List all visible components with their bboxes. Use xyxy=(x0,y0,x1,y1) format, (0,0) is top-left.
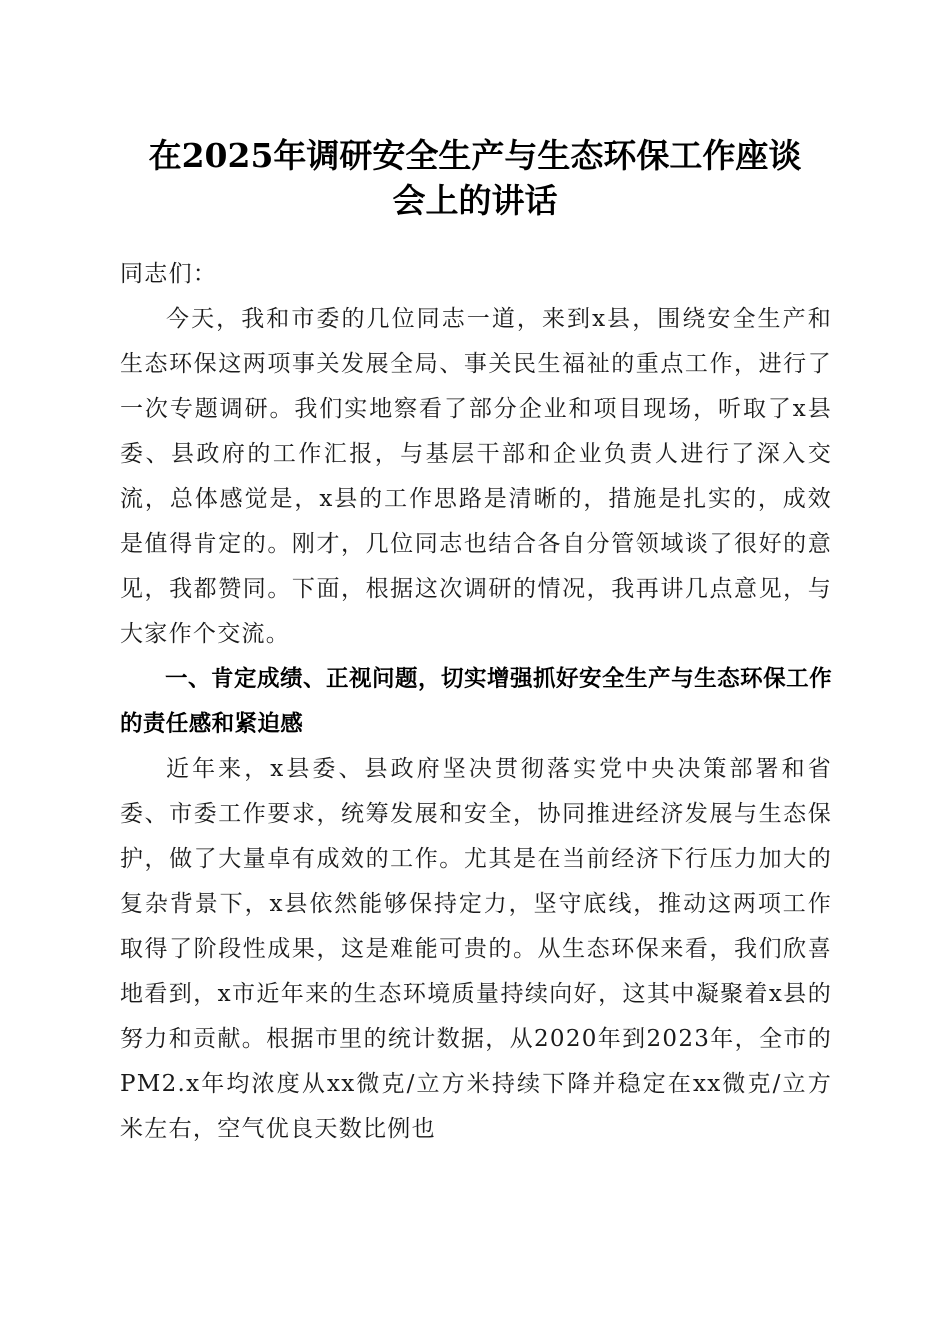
title-line-2: 会上的讲话 xyxy=(392,181,558,220)
document-body xyxy=(120,252,832,1152)
document-title xyxy=(110,133,840,223)
salutation: 同志们： xyxy=(120,261,218,287)
title-line-1: 在2025年调研安全生产与生态环保工作座谈 xyxy=(148,136,802,175)
paragraph-achievements: 近年来，x县委、县政府坚决贯彻落实党中央决策部署和省委、市委工作要求，统筹发展和安全，协同推进经济发展与生态保护，做了大量卓有成效的工作。尤其是在当前经济下行压力加大的复杂背景下，x县依然能够保持定力，坚守底线，推动这两项工作取得了阶段性成果，这是难能可贵的。从生态环保来看，我们欣喜地看到，x市近年来的生态环境质量持续向好，这其中凝聚着x县的努力和贡献。根据市里的统计数据，从2020年到2023年，全市的PM2.x年均浓度从xx微克/立方米持续下降并稳定在xx微克/立方米左右，空气优良天数比例也 xyxy=(120,756,832,1142)
section-heading-1: 一、肯定成绩、正视问题，切实增强抓好安全生产与生态环保工作的责任感和紧迫感 xyxy=(120,666,832,737)
paragraph-intro: 今天，我和市委的几位同志一道，来到x县，围绕安全生产和生态环保这两项事关发展全局、事关民生福祉的重点工作，进行了一次专题调研。我们实地察看了部分企业和项目现场，听取了x县委、县政府的工作汇报，与基层干部和企业负责人进行了深入交流，总体感觉是，x县的工作思路是清晰的，措施是扎实的，成效是值得肯定的。刚才，几位同志也结合各自分管领域谈了很好的意见，我都赞同。下面，根据这次调研的情况，我再讲几点意见，与大家作个交流。 xyxy=(120,306,832,647)
